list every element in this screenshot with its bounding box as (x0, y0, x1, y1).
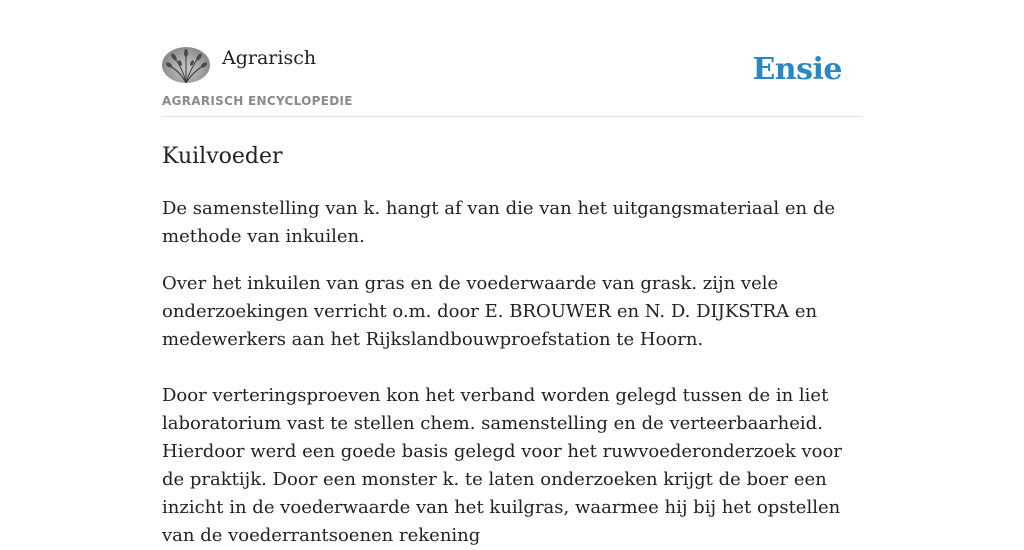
article-paragraph: Door verteringsproeven kon het verband worden gelegd tussen de in liet laboratorium vast te stellen chem. samenstelling en de verteerbaarheid. Hierdoor werd een goede basis gelegd voor het ruwvoederonderzoek voor de praktijk. Door een monster k. te laten onderzoeken krijgt de boer een inzicht in de voederwaarde van het kuilgras, waarmee hij bij het opstellen van de voederrantsoenen rekening (162, 385, 842, 546)
wheat-icon[interactable] (162, 47, 210, 83)
page (162, 0, 862, 550)
brand-logo[interactable]: Ensie (752, 52, 842, 87)
site-header (162, 0, 862, 117)
site-subtitle: AGRARISCH ENCYCLOPEDIE (162, 94, 353, 108)
article-paragraph: De samenstelling van k. hangt af van die van het uitgangsmateriaal en de methode van inkuilen. (162, 198, 835, 247)
page-title: Kuilvoeder (162, 144, 283, 169)
site-name[interactable]: Agrarisch (222, 47, 317, 69)
article-paragraph: Over het inkuilen van gras en de voederwaarde van grask. zijn vele onderzoekingen verricht o.m. door E. BROUWER en N. D. DIJKSTRA en medewerkers aan het Rijkslandbouwproefstation te Hoorn. (162, 273, 818, 350)
